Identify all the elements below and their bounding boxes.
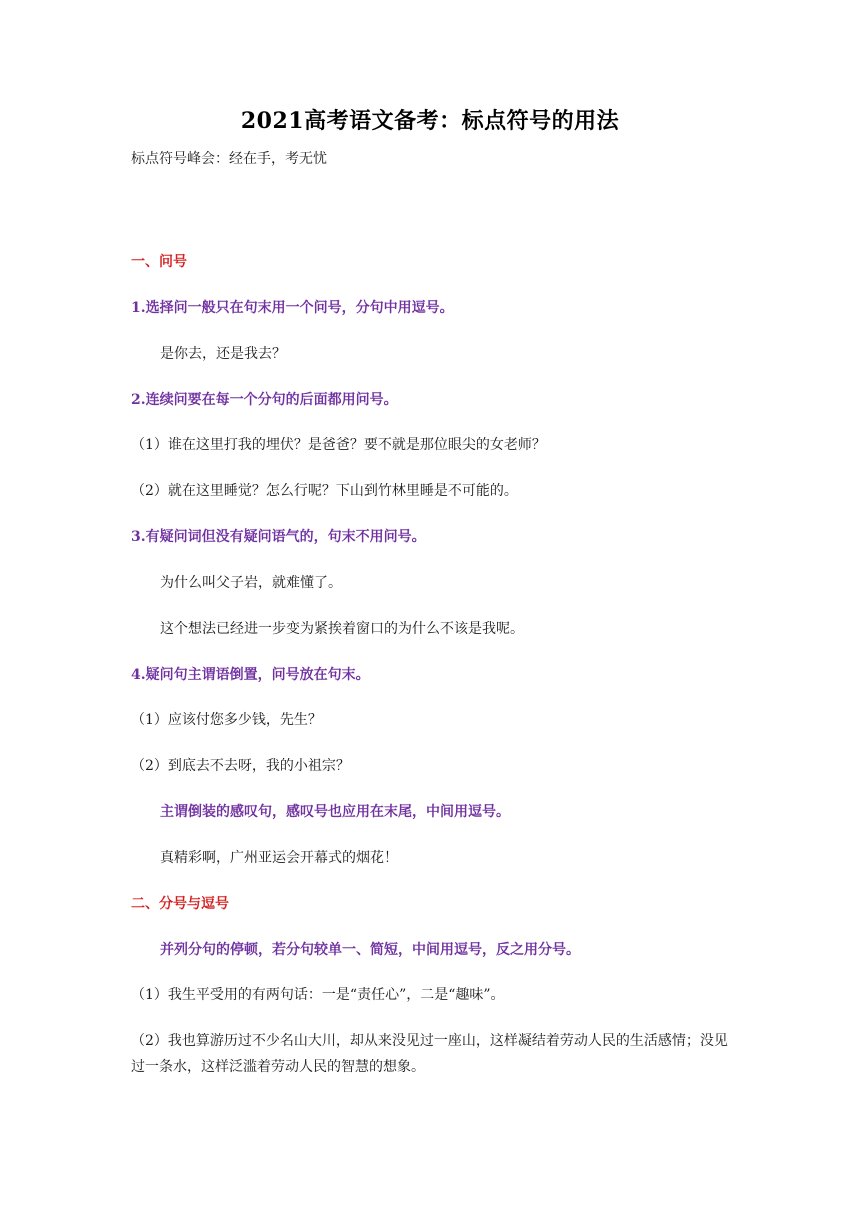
example-6b: （2）我也算游历过不少名山大川，却从来没见过一座山，这样凝结着劳动人民的生活感情；没见过一条水，这样泛滥着劳动人民的智慧的想象。 bbox=[131, 1033, 728, 1075]
rule-2: 2.连续问要在每一个分句的后面都用问号。 bbox=[131, 392, 398, 408]
section-heading-question-mark: 一、问号 bbox=[131, 254, 187, 270]
example-3b: 这个想法已经进一步变为紧挨着窗口的为什么不该是我呢。 bbox=[160, 621, 524, 637]
rule-1: 1.选择问一般只在句末用一个问号，分句中用逗号。 bbox=[131, 300, 454, 316]
example-5: 真精彩啊，广州亚运会开幕式的烟花！ bbox=[160, 850, 398, 866]
section-heading-semicolon-comma: 二、分号与逗号 bbox=[131, 896, 229, 912]
document-title: 2021高考语文备考：标点符号的用法 bbox=[240, 108, 620, 134]
example-2b: （2）就在这里睡觉？怎么行呢？下山到竹林里睡是不可能的。 bbox=[131, 483, 518, 499]
rule-5: 主谓倒装的感叹句，感叹号也应用在末尾，中间用逗号。 bbox=[160, 804, 510, 820]
subtitle: 标点符号峰会：经在手，考无忧 bbox=[131, 151, 327, 167]
rule-6: 并列分句的停顿，若分句较单一、简短，中间用逗号，反之用分号。 bbox=[160, 942, 580, 958]
example-4a: （1）应该付您多少钱，先生？ bbox=[131, 712, 322, 728]
example-4b: （2）到底去不去呀，我的小祖宗？ bbox=[131, 758, 350, 774]
example-2a: （1）谁在这里打我的埋伏？是爸爸？要不就是那位眼尖的女老师？ bbox=[131, 437, 546, 453]
example-3a: 为什么叫父子岩，就难懂了。 bbox=[160, 575, 342, 591]
rule-3: 3.有疑问词但没有疑问语气的，句末不用问号。 bbox=[131, 529, 426, 545]
example-6a: （1）我生平受用的有两句话：一是“责任心”，二是“趣味”。 bbox=[131, 987, 505, 1003]
rule-4: 4.疑问句主谓语倒置，问号放在句末。 bbox=[131, 667, 370, 683]
example-1: 是你去，还是我去？ bbox=[160, 346, 286, 362]
